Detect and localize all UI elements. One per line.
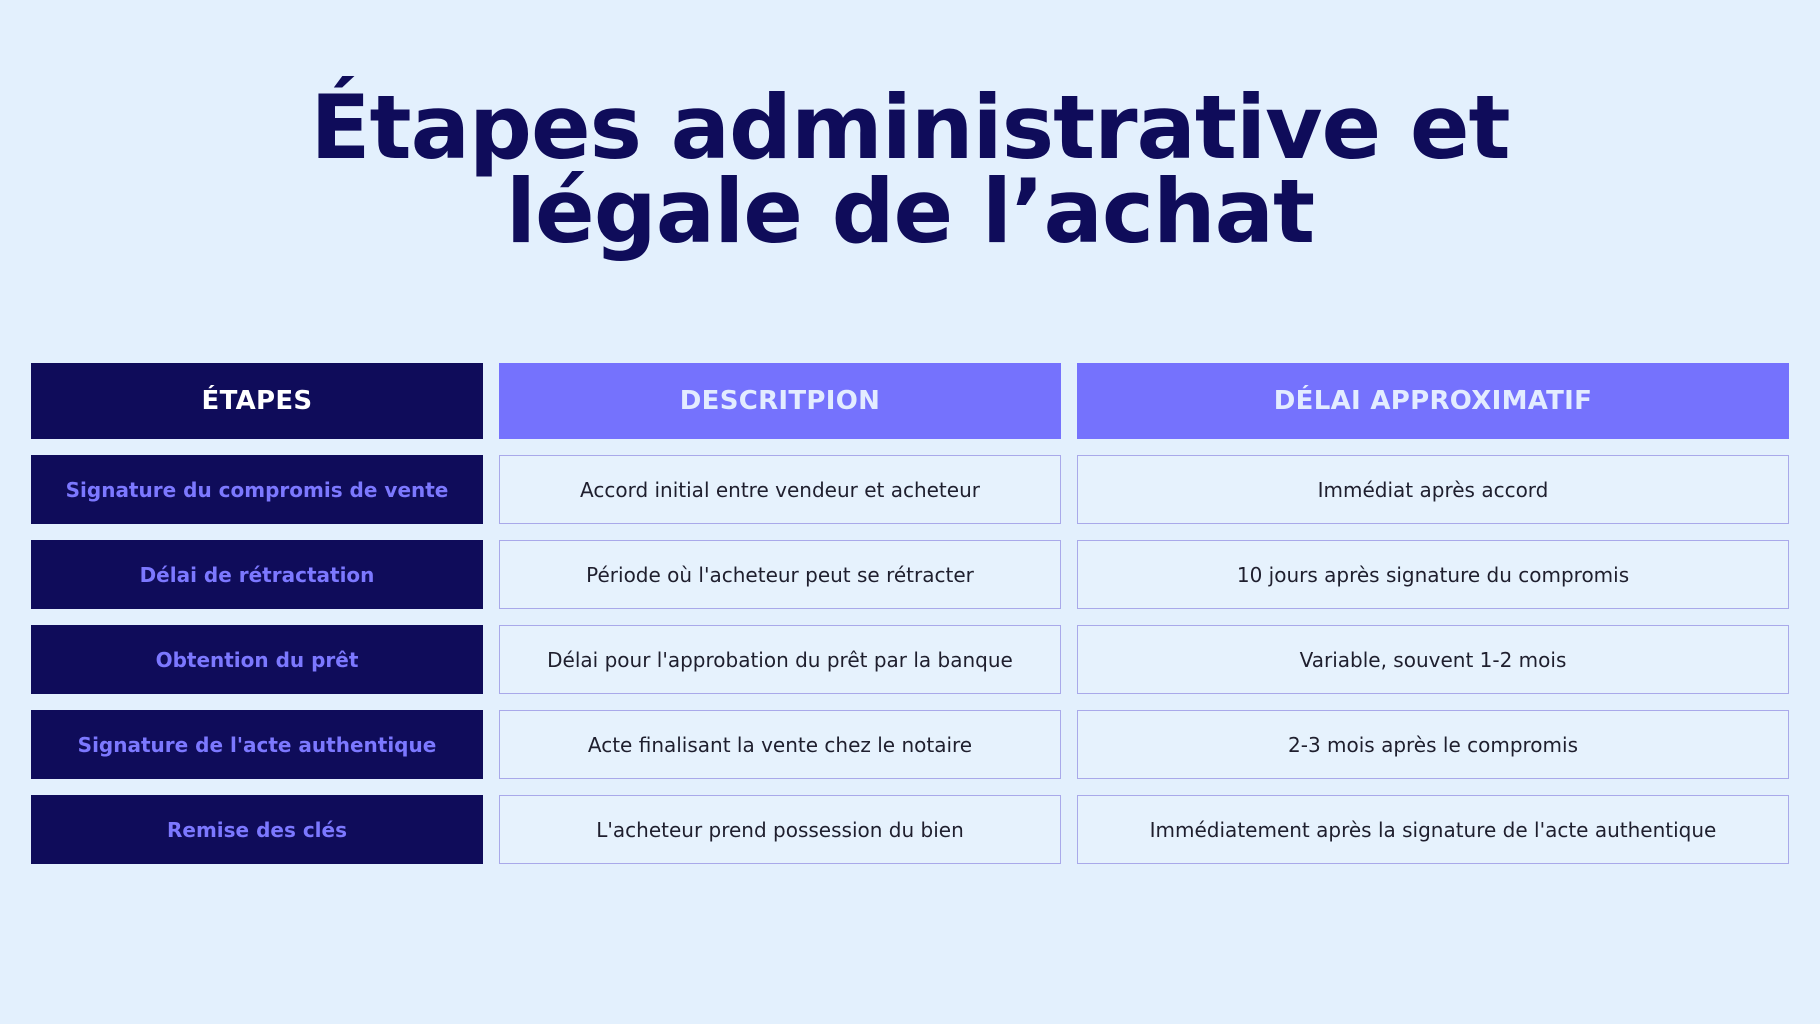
table-header-row	[31, 363, 1789, 439]
delay-cell: 2-3 mois après le compromis	[1077, 710, 1789, 779]
delay-cell: Immédiatement après la signature de l'acte authentique	[1077, 795, 1789, 864]
steps-table	[31, 363, 1789, 880]
table-row	[31, 795, 1789, 864]
delay-cell: Variable, souvent 1-2 mois	[1077, 625, 1789, 694]
description-cell: Délai pour l'approbation du prêt par la banque	[499, 625, 1061, 694]
table-row	[31, 455, 1789, 524]
header-etapes: ÉTAPES	[31, 363, 483, 439]
table-row	[31, 710, 1789, 779]
title-line-1: Étapes administrative et	[310, 76, 1510, 179]
step-cell: Signature du compromis de vente	[31, 455, 483, 524]
step-cell: Signature de l'acte authentique	[31, 710, 483, 779]
description-cell: L'acheteur prend possession du bien	[499, 795, 1061, 864]
step-cell: Délai de rétractation	[31, 540, 483, 609]
step-cell: Remise des clés	[31, 795, 483, 864]
header-description: DESCRITPION	[499, 363, 1061, 439]
description-cell: Période où l'acheteur peut se rétracter	[499, 540, 1061, 609]
description-cell: Acte finalisant la vente chez le notaire	[499, 710, 1061, 779]
description-cell: Accord initial entre vendeur et acheteur	[499, 455, 1061, 524]
title-line-2: légale de l’achat	[505, 160, 1315, 263]
table-row	[31, 625, 1789, 694]
step-cell: Obtention du prêt	[31, 625, 483, 694]
table-row	[31, 540, 1789, 609]
page-title	[0, 76, 1820, 263]
header-delai: DÉLAI APPROXIMATIF	[1077, 363, 1789, 439]
delay-cell: 10 jours après signature du compromis	[1077, 540, 1789, 609]
delay-cell: Immédiat après accord	[1077, 455, 1789, 524]
